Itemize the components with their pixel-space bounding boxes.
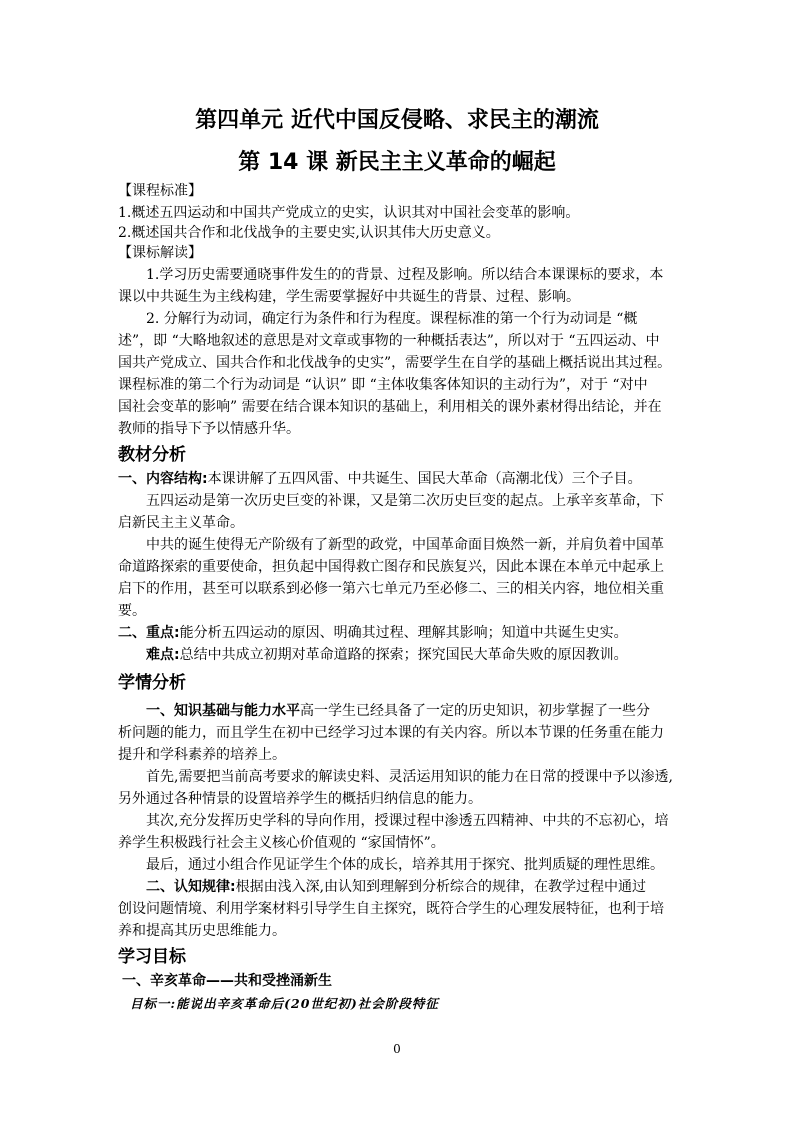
interp-line: 1.学习历史需要通晓事件发生的的背景、过程及影响。所以结合本课课标的要求，本 [146, 267, 664, 283]
interp-line: 述”，即 “大略地叙述的意思是对文章或事物的一种概括表达”，所以对于 “五四运动、中 [118, 333, 660, 349]
textbook-item-2-label: 二、重点: [118, 625, 180, 641]
goals-heading: 学习目标 [118, 947, 186, 967]
student-item-1-label: 一、知识基础与能力水平 [146, 703, 300, 719]
interp-line: 教师的指导下予以情感升华。 [118, 421, 300, 437]
student-line: 另外通过各种情景的设置培养学生的概括归纳信息的能力。 [118, 791, 482, 807]
textbook-item-1-label: 一、内容结构: [118, 471, 208, 487]
lesson-title: 第 14 课 新民主主义革命的崛起 [238, 150, 556, 175]
standard-heading: 【课程标准】 [118, 183, 202, 199]
textbook-item-3-label: 难点: [146, 647, 180, 663]
textbook-item-3 [118, 644, 716, 666]
student-line: 其次,充分发挥历史学科的导向作用，授课过程中渗透五四精神、中共的不忘初心，培 [146, 813, 669, 829]
student-line: 提升和学科素养的培养上。 [118, 747, 286, 763]
unit-title: 第四单元 近代中国反侵略、求民主的潮流 [195, 108, 599, 133]
interp-line: 国共产党成立、国共合作和北伐战争的史实”，需要学生在自学的基础上概括说出其过程。 [118, 355, 672, 371]
interp-line: 课以中共诞生为主线构建，学生需要掌握好中共诞生的背景、过程、影响。 [118, 289, 580, 305]
textbook-para-line: 要。 [118, 603, 146, 619]
textbook-item-1 [118, 468, 688, 490]
interp-line: 课程标准的第二个行为动词是 “认识” 即 “主体收集客体知识的主动行为”，对于 “对中 [118, 377, 648, 393]
student-item-1 [118, 700, 716, 722]
textbook-para-line: 中共的诞生使得无产阶级有了新型的政党，中国革命面目焕然一新，并肩负着中国革 [146, 537, 664, 553]
student-line: 析问题的能力，而且学生在初中已经学习过本课的有关内容。所以本节课的任务重在能力 [118, 725, 664, 741]
student-item-1-text: 高一学生已经具备了一定的历史知识，初步掌握了一些分 [300, 703, 650, 719]
textbook-para-line: 启下的作用，甚至可以联系到必修一第六七单元乃至必修二、三的相关内容，地位相关重 [118, 581, 664, 597]
student-item-2-text: 根据由浅入深,由认知到理解到分析综合的规律，在教学过程中通过 [235, 879, 647, 895]
standard-item: 2.概述国共合作和北伐战争的主要史实,认识其伟大历史意义。 [118, 225, 500, 241]
interp-line: 2. 分解行为动词，确定行为条件和行为程度。课程标准的第一个行为动词是 “概 [146, 311, 638, 327]
textbook-para-line: 命道路探索的重要使命，担负起中国得救亡图存和民族复兴，因此本课在本单元中起承上 [118, 559, 664, 575]
textbook-heading: 教材分析 [118, 445, 186, 465]
goal-target-1: 目标一:能说出辛亥革命后(20世纪初)社会阶段特征 [130, 996, 439, 1011]
goals-subheading: 一、辛亥革命——共和受挫涌新生 [122, 973, 332, 989]
student-line: 最后，通过小组合作见证学生个体的成长，培养其用于探究、批判质疑的理性思维。 [146, 857, 664, 873]
page-number: 0 [393, 1042, 401, 1056]
textbook-item-1-text: 本课讲解了五四风雷、中共诞生、国民大革命（高潮北伐）三个子目。 [207, 471, 642, 487]
student-item-2-label: 二、认知规律: [146, 879, 236, 895]
textbook-item-2 [118, 622, 688, 644]
student-line: 养和提高其历史思维能力。 [118, 923, 286, 939]
interp-line: 国社会变革的影响” 需要在结合课本知识的基础上，利用相关的课外素材得出结论，并在 [118, 399, 662, 415]
textbook-para-line: 五四运动是第一次历史巨变的补课，又是第二次历史巨变的起点。上承辛亥革命，下 [146, 493, 664, 509]
interp-heading: 【课标解读】 [118, 245, 202, 261]
student-item-2 [118, 876, 716, 898]
textbook-para-line: 启新民主主义革命。 [118, 515, 244, 531]
textbook-item-3-text: 总结中共成立初期对革命道路的探索；探究国民大革命失败的原因教训。 [179, 647, 628, 663]
student-line: 创设问题情境、利用学案材料引导学生自主探究，既符合学生的心理发展特征，也利于培 [118, 901, 664, 917]
standard-item: 1.概述五四运动和中国共产党成立的史实，认识其对中国社会变革的影响。 [118, 205, 580, 221]
textbook-item-2-text: 能分析五四运动的原因、明确其过程、理解其影响；知道中共诞生史实。 [179, 625, 628, 641]
student-line: 养学生积极践行社会主义核心价值观的 “家国情怀”。 [118, 835, 445, 851]
student-heading: 学情分析 [118, 673, 186, 693]
student-line: 首先,需要把当前高考要求的解读史料、灵活运用知识的能力在日常的授课中予以渗透, [146, 769, 673, 785]
